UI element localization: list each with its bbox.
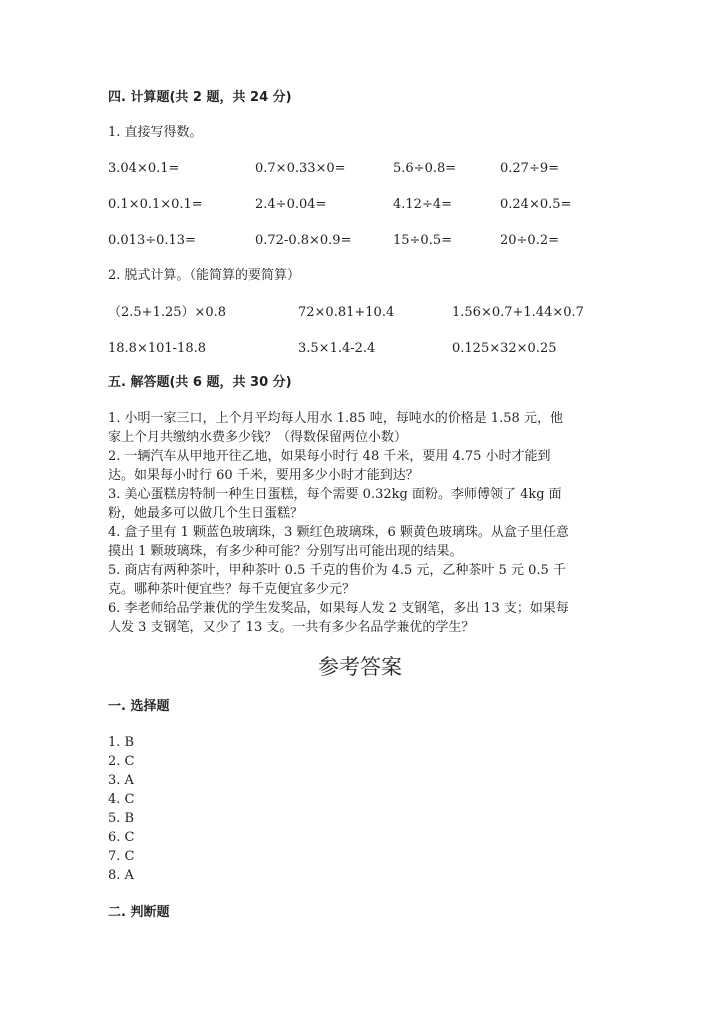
section-heading: 四. 计算题(共 2 题，共 24 分) bbox=[108, 90, 292, 105]
answer-item: 2. C bbox=[108, 754, 135, 769]
problem-line: 2. 一辆汽车从甲地开往乙地，如果每小时行 48 千米，要用 4.75 小时才能到 bbox=[108, 449, 551, 464]
calc-item: 3.5×1.4-2.4 bbox=[298, 341, 376, 356]
question-label: 1. 直接写得数。 bbox=[108, 125, 203, 140]
answer-item: 8. A bbox=[108, 868, 134, 883]
calc-item: 4.12÷4= bbox=[393, 197, 453, 212]
answer-item: 5. B bbox=[108, 811, 135, 826]
answer-item: 6. C bbox=[108, 830, 135, 845]
problem-line: 达。如果每小时行 60 千米，要用多少小时才能到达？ bbox=[108, 468, 419, 483]
answer-part-heading: 一. 选择题 bbox=[108, 699, 170, 714]
calc-item: 20÷0.2= bbox=[500, 233, 560, 248]
calc-item: 5.6÷0.8= bbox=[393, 161, 457, 176]
calc-item: 72×0.81+10.4 bbox=[298, 305, 395, 320]
calc-item: 0.72-0.8×0.9= bbox=[255, 233, 352, 248]
calc-item: 2.4÷0.04= bbox=[255, 197, 327, 212]
answer-item: 7. C bbox=[108, 849, 135, 864]
calc-item: 0.013÷0.13= bbox=[108, 233, 196, 248]
problem-line: 3. 美心蛋糕房特制一种生日蛋糕，每个需要 0.32kg 面粉。李师傅领了 4kg 面 bbox=[108, 487, 562, 502]
calc-item: 0.1×0.1×0.1= bbox=[108, 197, 203, 212]
calc-item: 3.04×0.1= bbox=[108, 161, 180, 176]
problem-line: 人发 3 支钢笔，又少了 13 支。一共有多少名品学兼优的学生？ bbox=[108, 620, 475, 635]
calc-item: 0.27÷9= bbox=[500, 161, 560, 176]
answer-item: 1. B bbox=[108, 735, 135, 750]
calc-item: 0.7×0.33×0= bbox=[255, 161, 346, 176]
answer-item: 4. C bbox=[108, 792, 135, 807]
answer-item: 3. A bbox=[108, 773, 134, 788]
problem-line: 摸出 1 颗玻璃珠，有多少种可能？分别写出可能出现的结果。 bbox=[108, 544, 463, 559]
problem-line: 粉，她最多可以做几个生日蛋糕？ bbox=[108, 506, 304, 521]
calc-item: 15÷0.5= bbox=[393, 233, 453, 248]
calc-item: 1.56×0.7+1.44×0.7 bbox=[452, 305, 584, 320]
answer-key-title: 参考答案 bbox=[318, 655, 402, 679]
problem-line: 5. 商店有两种茶叶，甲种茶叶 0.5 千克的售价为 4.5 元，乙种茶叶 5 元 0.5 千 bbox=[108, 563, 566, 578]
calc-item: （2.5+1.25）×0.8 bbox=[108, 305, 227, 320]
calc-item: 0.125×32×0.25 bbox=[452, 341, 557, 356]
question-label: 2. 脱式计算。（能简算的要简算） bbox=[108, 268, 301, 283]
problem-line: 4. 盒子里有 1 颗蓝色玻璃珠，3 颗红色玻璃珠，6 颗黄色玻璃珠。从盒子里任意 bbox=[108, 525, 569, 540]
problem-line: 克。哪种茶叶便宜些？每千克便宜多少元？ bbox=[108, 582, 356, 597]
calc-item: 0.24×0.5= bbox=[500, 197, 572, 212]
problem-line: 家上个月共缴纳水费多少钱？（得数保留两位小数） bbox=[108, 430, 408, 445]
problem-line: 1. 小明一家三口，上个月平均每人用水 1.85 吨，每吨水的价格是 1.58 元，他 bbox=[108, 411, 563, 426]
problem-line: 6. 李老师给品学兼优的学生发奖品，如果每人发 2 支钢笔，多出 13 支；如果每 bbox=[108, 601, 569, 616]
answer-part-heading: 二. 判断题 bbox=[108, 905, 170, 920]
calc-item: 18.8×101-18.8 bbox=[108, 341, 206, 356]
section-heading: 五. 解答题(共 6 题，共 30 分) bbox=[108, 375, 292, 390]
